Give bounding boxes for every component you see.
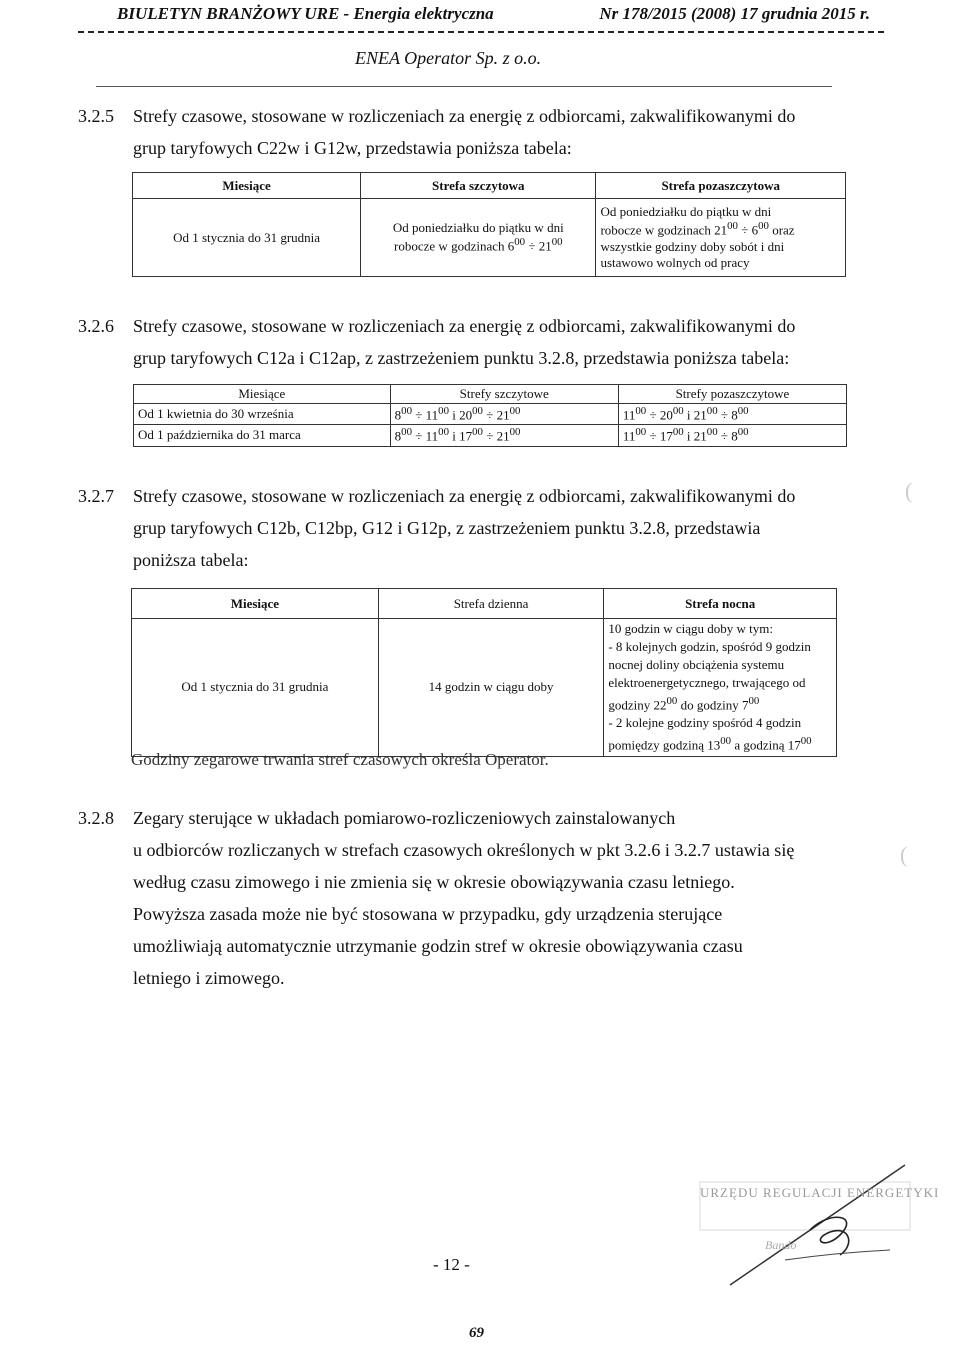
- section-number: 3.2.8: [78, 808, 114, 828]
- section-text-line: grup taryfowych C22w i G12w, przedstawia poniższa tabela:: [133, 138, 572, 158]
- months-cell: Od 1 kwietnia do 30 września: [134, 404, 391, 425]
- section-number: 3.2.7: [78, 486, 114, 506]
- column-header: Miesiące: [133, 173, 361, 199]
- section-text-line: u odbiorców rozliczanych w strefach czasowych określonych w pkt 3.2.6 i 3.2.7 ustawia się: [133, 840, 795, 860]
- section-text-line: poniższa tabela:: [133, 550, 249, 570]
- offpeak-cell: $11^{00} \div 17^{00}$ i $21^{00} \div 8^{00}$: [618, 425, 846, 446]
- months-cell: Od 1 stycznia do 31 grudnia: [132, 619, 379, 757]
- day-zone-cell: 14 godzin w ciągu doby: [378, 619, 604, 757]
- section-text-line: Powyższa zasada może nie być stosowana w przypadku, gdy urządzenia sterujące: [133, 904, 723, 924]
- operator-note: Godziny zegarowe trwania stref czasowych określa Operator.: [131, 750, 549, 769]
- company-name: ENEA Operator Sp. z o.o.: [355, 48, 542, 68]
- section-3-2-8: [78, 802, 841, 994]
- section-3-2-6: [78, 310, 858, 374]
- column-header: Strefa nocna: [604, 589, 837, 619]
- section-number: 3.2.6: [78, 316, 114, 336]
- section-text-line: letniego i zimowego.: [133, 968, 285, 988]
- column-header: Strefa szczytowa: [361, 173, 596, 199]
- company-underline: [96, 86, 832, 87]
- section-text-line: Strefy czasowe, stosowane w rozliczeniach za energię z odbiorcami, zakwalifikowanymi do: [133, 106, 796, 126]
- peak-cell: Od poniedziałku do piątku w dni robocze w godzinach $6^{00} \div 21^{00}$: [361, 199, 596, 277]
- bulletin-title: BIULETYN BRANŻOWY URE - Energia elektryczna: [117, 4, 494, 23]
- table-row: [134, 404, 847, 425]
- section-text-line: umożliwiają automatycznie utrzymanie godzin stref w okresie obowiązywania czasu: [133, 936, 743, 956]
- peak-cell: $8^{00} \div 11^{00}$ i $17^{00} \div 21^{00}$: [390, 425, 618, 446]
- section-text-line: według czasu zimowego i nie zmienia się w okresie obowiązywania czasu letniego.: [133, 872, 735, 892]
- column-header: Miesiące: [134, 385, 391, 404]
- column-header: Strefa pozaszczytowa: [596, 173, 846, 199]
- stamp-name: Bando: [765, 1238, 797, 1252]
- section-number: 3.2.5: [78, 106, 114, 126]
- column-header: Strefa dzienna: [378, 589, 604, 619]
- bulletin-page-number: 69: [469, 1325, 484, 1341]
- section-text-line: Zegary sterujące w układach pomiarowo-rozliczeniowych zainstalowanych: [133, 808, 676, 828]
- column-header: Strefy pozaszczytowe: [618, 385, 846, 404]
- section-text-line: grup taryfowych C12a i C12ap, z zastrzeżeniem punktu 3.2.8, przedstawia poniższa tabela:: [133, 348, 790, 368]
- section-3-2-5: [78, 100, 858, 164]
- offpeak-cell: Od poniedziałku do piątku w dni robocze w godzinach $21^{00} \div 6^{00}$ oraz wszystkie godziny doby sobót i dni ustawowo wolnych od pracy: [596, 199, 846, 277]
- margin-mark: (: [900, 842, 908, 867]
- margin-mark: (: [905, 478, 913, 503]
- column-header: Strefy szczytowe: [390, 385, 618, 404]
- peak-cell: $8^{00} \div 11^{00}$ i $20^{00} \div 21^{00}$: [390, 404, 618, 425]
- stamp-text: URZĘDU REGULACJI ENERGETYKI: [700, 1185, 940, 1200]
- section-text-line: grup taryfowych C12b, C12bp, G12 i G12p, z zastrzeżeniem punktu 3.2.8, przedstawia: [133, 518, 761, 538]
- table-3-2-6: [133, 384, 847, 447]
- table-3-2-5: [132, 172, 846, 277]
- column-header: Miesiące: [132, 589, 379, 619]
- header-divider: [78, 31, 884, 33]
- table-3-2-7: [131, 588, 837, 757]
- signature-image: [690, 1160, 920, 1290]
- night-zone-cell: 10 godzin w ciągu doby w tym: - 8 kolejnych godzin, spośród 9 godzin nocnej doliny obciążenia systemu elektroenergetycznego, trwającego od godziny $22^{00}$ do godziny $7^{00}$ - 2 kolejne godziny spośród 4 godzin pomiędzy godziną $13^{00}$ a godziną $17^{00}$: [604, 619, 837, 757]
- table-row: [132, 619, 837, 757]
- months-cell: Od 1 października do 31 marca: [134, 425, 391, 446]
- table-row: [134, 425, 847, 446]
- offpeak-cell: $11^{00} \div 20^{00}$ i $21^{00} \div 8^{00}$: [618, 404, 846, 425]
- section-text-line: Strefy czasowe, stosowane w rozliczeniach za energię z odbiorcami, zakwalifikowanymi do: [133, 316, 796, 336]
- months-cell: Od 1 stycznia do 31 grudnia: [133, 199, 361, 277]
- issue-date: Nr 178/2015 (2008) 17 grudnia 2015 r.: [599, 4, 870, 23]
- section-3-2-7: [78, 480, 848, 576]
- section-text-line: Strefy czasowe, stosowane w rozliczeniach za energię z odbiorcami, zakwalifikowanymi do: [133, 486, 796, 506]
- table-row: [133, 199, 846, 277]
- page-number: - 12 -: [433, 1255, 470, 1274]
